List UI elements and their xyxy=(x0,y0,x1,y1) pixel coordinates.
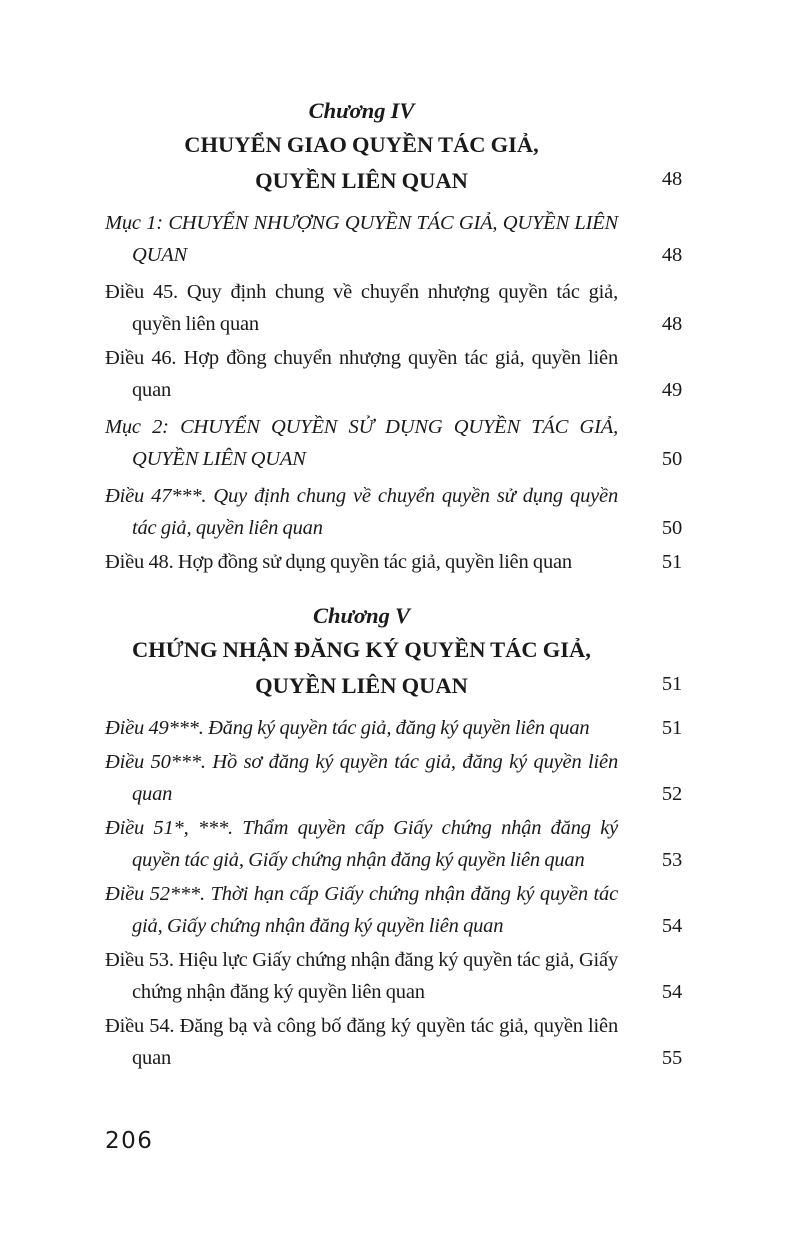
toc-entry-dieu-49 xyxy=(105,712,682,744)
toc-entry-page-number: 50 xyxy=(661,517,682,539)
toc-entry-text: Mục 1: CHUYỂN NHƯỢNG QUYỀN TÁC GIẢ, QUYỀN LIÊN QUAN xyxy=(105,212,618,266)
table-of-contents xyxy=(105,95,682,1076)
toc-entry-muc-1 xyxy=(105,207,682,271)
toc-entry-text: Điều 45. Quy định chung về chuyển nhượng quyền tác giả, quyền liên quan xyxy=(105,281,618,335)
toc-entry-page-number: 48 xyxy=(661,313,682,335)
toc-entry-dieu-46 xyxy=(105,342,682,406)
toc-entry-dieu-54 xyxy=(105,1010,682,1074)
toc-entry-page-number: 54 xyxy=(661,981,682,1003)
toc-entry-page-number: 55 xyxy=(661,1047,682,1069)
toc-entry-dieu-47 xyxy=(105,480,682,544)
toc-entry-text: Điều 46. Hợp đồng chuyển nhượng quyền tác giả, quyền liên quan xyxy=(105,347,618,401)
toc-entry-page-number: 51 xyxy=(661,717,682,739)
toc-entry-text: Điều 54. Đăng bạ và công bố đăng ký quyền tác giả, quyền liên quan xyxy=(105,1015,618,1069)
toc-entry-page-number: 50 xyxy=(661,448,682,470)
toc-entry-dieu-52 xyxy=(105,878,682,942)
chapter-v-title-line-1: CHỨNG NHẬN ĐĂNG KÝ QUYỀN TÁC GIẢ, xyxy=(132,637,591,662)
page-number-footer: 206 xyxy=(105,1128,154,1154)
chapter-iv-title xyxy=(105,127,618,199)
toc-entry-page-number: 48 xyxy=(661,244,682,266)
chapter-v-label: Chương V xyxy=(313,603,410,628)
toc-entry-text: Điều 48. Hợp đồng sử dụng quyền tác giả, quyền liên quan xyxy=(105,551,572,573)
toc-entry-text: Điều 47***. Quy định chung về chuyển quyền sử dụng quyền tác giả, quyền liên quan xyxy=(105,485,618,539)
toc-entry-text: Điều 50***. Hồ sơ đăng ký quyền tác giả, đăng ký quyền liên quan xyxy=(105,751,618,805)
chapter-iv-title-line-1: CHUYỂN GIAO QUYỀN TÁC GIẢ, xyxy=(184,132,539,157)
toc-entry-page-number: 54 xyxy=(661,915,682,937)
toc-entry-dieu-50 xyxy=(105,746,682,810)
toc-entry-text: Điều 49***. Đăng ký quyền tác giả, đăng ký quyền liên quan xyxy=(105,717,590,739)
chapter-v-title-line-2: QUYỀN LIÊN QUAN xyxy=(255,673,468,698)
chapter-iv-page-number: 48 xyxy=(661,168,682,190)
toc-entry-dieu-48 xyxy=(105,546,682,578)
chapter-iv-title-line-2: QUYỀN LIÊN QUAN xyxy=(255,168,468,193)
toc-entry-text: Điều 52***. Thời hạn cấp Giấy chứng nhận đăng ký quyền tác giả, Giấy chứng nhận đăng ký quyền liên quan xyxy=(105,883,618,937)
toc-entry-text: Mục 2: CHUYỂN QUYỀN SỬ DỤNG QUYỀN TÁC GIẢ, QUYỀN LIÊN QUAN xyxy=(105,416,618,470)
toc-entry-text: Điều 51*, ***. Thẩm quyền cấp Giấy chứng nhận đăng ký quyền tác giả, Giấy chứng nhận đăng ký quyền liên quan xyxy=(105,817,618,871)
chapter-v-heading xyxy=(105,600,682,704)
toc-entry-dieu-53 xyxy=(105,944,682,1008)
toc-entry-page-number: 52 xyxy=(661,783,682,805)
chapter-v-page-number: 51 xyxy=(661,673,682,695)
toc-entry-muc-2 xyxy=(105,411,682,475)
toc-entry-dieu-45 xyxy=(105,276,682,340)
chapter-v-title xyxy=(105,632,618,704)
toc-entry-page-number: 51 xyxy=(661,551,682,573)
toc-entry-page-number: 53 xyxy=(661,849,682,871)
chapter-iv-label: Chương IV xyxy=(308,98,415,123)
toc-entry-page-number: 49 xyxy=(661,379,682,401)
chapter-iv-heading xyxy=(105,95,682,199)
toc-entry-dieu-51 xyxy=(105,812,682,876)
toc-entry-text: Điều 53. Hiệu lực Giấy chứng nhận đăng ký quyền tác giả, Giấy chứng nhận đăng ký quyền liên quan xyxy=(105,949,618,1003)
